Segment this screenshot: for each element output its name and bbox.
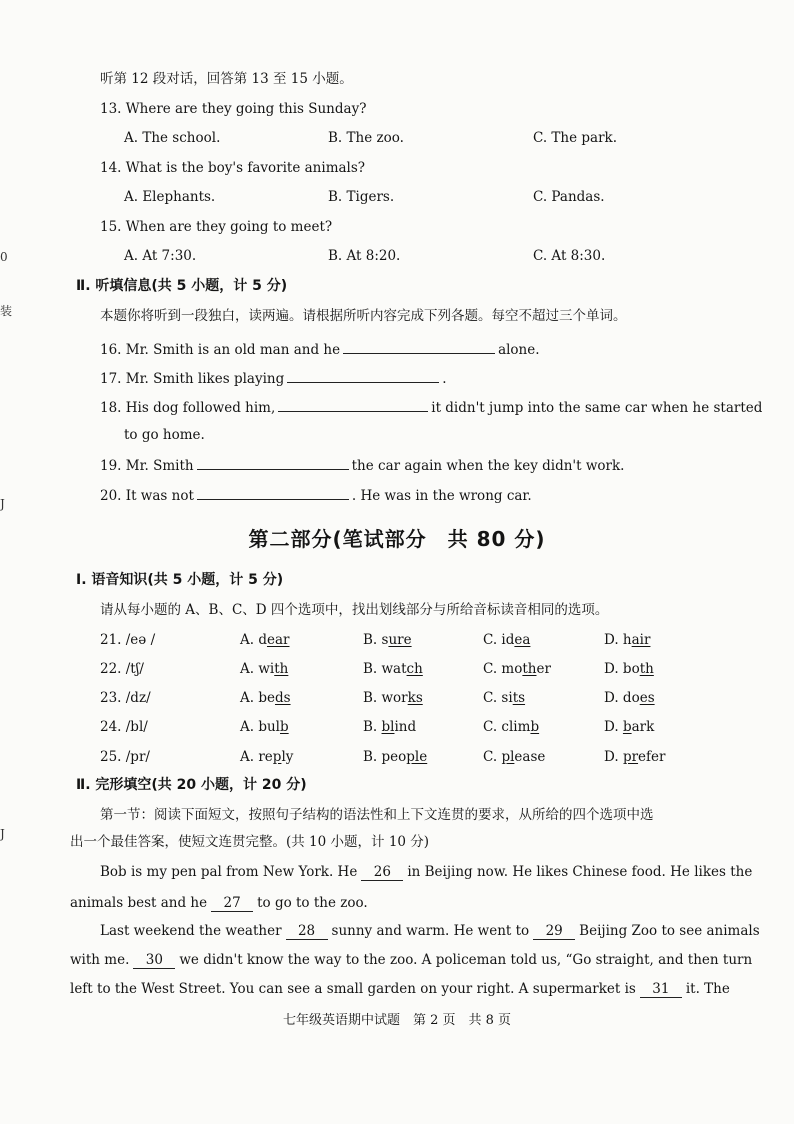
underlined-part: ds <box>274 690 291 706</box>
option-text: ease <box>514 749 546 765</box>
question-20-tail: . He was in the wrong car. <box>351 488 532 504</box>
underlined-part: ts <box>512 690 526 706</box>
phonetics-option-b[interactable] <box>363 631 412 649</box>
option-14-a: A. Elephants. <box>124 189 216 205</box>
cloze-line-5 <box>70 980 730 998</box>
underlined-part: bl <box>381 719 395 735</box>
option-text: er <box>536 661 551 677</box>
question-17-text: 17. Mr. Smith likes playing <box>100 371 285 387</box>
cloze-text: we didn't know the way to the zoo. A policeman told us, “Go straight, and then turn <box>179 952 753 968</box>
underlined-part: ple <box>406 749 428 765</box>
option-13-a: A. The school. <box>124 130 221 146</box>
cloze-blank-28[interactable]: 28 <box>286 923 328 940</box>
phonetics-option-c[interactable] <box>483 689 525 707</box>
underlined-part: b <box>280 719 289 735</box>
option-text: C. id <box>483 632 515 648</box>
option-text: D. <box>604 719 623 735</box>
phonetic-symbol: 23. /dz/ <box>100 690 151 706</box>
section-heading-cloze: Ⅱ. 完形填空(共 20 小题，计 20 分) <box>76 777 307 793</box>
option-text: ly <box>281 749 294 765</box>
underlined-part: ea <box>514 632 531 648</box>
underlined-part: ks <box>407 690 423 706</box>
cloze-blank-29[interactable]: 29 <box>533 923 575 940</box>
question-18-continued: to go home. <box>124 427 205 443</box>
underlined-part: p <box>272 749 282 765</box>
cloze-instruction-1: 第一节：阅读下面短文，按照句子结构的语法性和上下文连贯的要求，从所给的四个选项中选 <box>100 807 654 823</box>
option-text: B. <box>363 719 382 735</box>
underlined-part: th <box>639 661 654 677</box>
underlined-part: pr <box>622 749 639 765</box>
phonetics-option-d[interactable] <box>604 631 650 649</box>
phonetics-option-c[interactable] <box>483 748 545 766</box>
phonetics-option-d[interactable] <box>604 660 654 678</box>
question-16-tail: alone. <box>498 342 540 358</box>
underlined-part: ure <box>388 632 412 648</box>
cloze-blank-31[interactable]: 31 <box>640 981 682 998</box>
margin-mark: J <box>0 497 5 511</box>
option-text: A. d <box>240 632 267 648</box>
option-text: C. si <box>483 690 513 706</box>
phonetics-option-a[interactable] <box>240 718 289 736</box>
option-text: C. clim <box>483 719 531 735</box>
option-text: D. h <box>604 632 632 648</box>
section-heading-phonetics: Ⅰ. 语音知识(共 5 小题，计 5 分) <box>76 572 284 588</box>
option-text: D. do <box>604 690 640 706</box>
option-text: B. s <box>363 632 389 648</box>
cloze-text: Bob is my pen pal from New York. He <box>100 864 358 880</box>
question-16 <box>100 339 540 359</box>
option-text: efer <box>638 749 666 765</box>
cloze-text: with me. <box>70 952 130 968</box>
underlined-part: th <box>522 661 537 677</box>
answer-blank-18[interactable] <box>278 397 428 412</box>
cloze-text: sunny and warm. He went to <box>331 923 530 939</box>
cloze-blank-30[interactable]: 30 <box>133 952 175 969</box>
option-14-c: C. Pandas. <box>533 189 605 205</box>
question-15: 15. When are they going to meet? <box>100 219 333 235</box>
cloze-line-2 <box>70 894 368 912</box>
part-two-title: 第二部分(笔试部分 共 80 分) <box>248 527 546 551</box>
cloze-line-4 <box>70 951 752 969</box>
fill-instruction: 本题你将听到一段独白，读两遍。请根据所听内容完成下列各题。每空不超过三个单词。 <box>100 308 627 324</box>
cloze-text: left to the West Street. You can see a small garden on your right. A supermarket is <box>70 981 636 997</box>
phonetic-symbol: 24. /bl/ <box>100 719 148 735</box>
answer-blank-17[interactable] <box>287 368 439 383</box>
option-15-a: A. At 7:30. <box>124 248 197 264</box>
underlined-part: pl <box>501 749 515 765</box>
phonetics-option-a[interactable] <box>240 689 291 707</box>
answer-blank-20[interactable] <box>197 485 349 500</box>
phonetics-option-c[interactable] <box>483 631 530 649</box>
option-text: ind <box>394 719 417 735</box>
phonetics-option-c[interactable] <box>483 718 539 736</box>
phonetic-symbol: 21. /eə / <box>100 632 156 648</box>
question-20-text: 20. It was not <box>100 488 194 504</box>
option-text: A. re <box>240 749 273 765</box>
option-text: C. mo <box>483 661 523 677</box>
phonetics-option-d[interactable] <box>604 748 665 766</box>
phonetics-instruction: 请从每小题的 A、B、C、D 四个选项中，找出划线部分与所给音标读音相同的选项。 <box>100 602 609 618</box>
question-14: 14. What is the boy's favorite animals? <box>100 160 366 176</box>
question-16-text: 16. Mr. Smith is an old man and he <box>100 342 341 358</box>
question-13: 13. Where are they going this Sunday? <box>100 101 367 117</box>
cloze-text: animals best and he <box>70 895 208 911</box>
question-18 <box>100 397 762 417</box>
cloze-text: it. The <box>685 981 730 997</box>
cloze-line-3 <box>100 922 760 940</box>
underlined-part: air <box>631 632 651 648</box>
question-19 <box>100 455 624 475</box>
underlined-part: b <box>530 719 540 735</box>
option-text: C. <box>483 749 502 765</box>
cloze-text: Last weekend the weather <box>100 923 282 939</box>
margin-mark: 装 <box>0 304 13 318</box>
underlined-part: ch <box>406 661 423 677</box>
cloze-text: Beijing Zoo to see animals <box>579 923 760 939</box>
question-18-tail: it didn't jump into the same car when he started <box>431 400 763 416</box>
answer-blank-16[interactable] <box>343 339 495 354</box>
phonetics-option-a[interactable] <box>240 660 288 678</box>
option-15-b: B. At 8:20. <box>328 248 401 264</box>
phonetics-option-c[interactable] <box>483 660 551 678</box>
phonetics-option-a[interactable] <box>240 631 289 649</box>
underlined-part: es <box>639 690 655 706</box>
cloze-text: in Beijing now. He likes Chinese food. He likes the <box>407 864 753 880</box>
question-17 <box>100 368 447 388</box>
question-20 <box>100 485 532 505</box>
answer-blank-19[interactable] <box>197 455 349 470</box>
option-text: A. bul <box>240 719 280 735</box>
question-17-tail: . <box>442 371 447 387</box>
section-heading-fill: Ⅱ. 听填信息(共 5 小题，计 5 分) <box>76 278 288 294</box>
cloze-blank-26[interactable]: 26 <box>361 864 403 881</box>
phonetics-option-b[interactable] <box>363 689 423 707</box>
option-text: D. <box>604 749 623 765</box>
option-text: B. wat <box>363 661 407 677</box>
question-19-tail: the car again when the key didn't work. <box>351 458 625 474</box>
phonetic-symbol: 25. /pr/ <box>100 749 150 765</box>
phonetics-option-b[interactable] <box>363 748 427 766</box>
underlined-part: th <box>274 661 289 677</box>
cloze-blank-27[interactable]: 27 <box>211 895 253 912</box>
option-13-c: C. The park. <box>533 130 618 146</box>
option-text: B. wor <box>363 690 408 706</box>
option-13-b: B. The zoo. <box>328 130 404 146</box>
option-15-c: C. At 8:30. <box>533 248 606 264</box>
margin-mark: J <box>0 827 5 841</box>
question-18-text: 18. His dog followed him, <box>100 400 276 416</box>
option-text: B. peo <box>363 749 407 765</box>
margin-mark: 0 <box>0 250 8 264</box>
underlined-part: ear <box>266 632 290 648</box>
phonetic-symbol: 22. /tʃ/ <box>100 661 144 677</box>
option-text: A. be <box>240 690 275 706</box>
option-text: ark <box>631 719 655 735</box>
cloze-line-1 <box>100 863 752 881</box>
underlined-part: b <box>622 719 632 735</box>
cloze-instruction-2: 出一个最佳答案，使短文连贯完整。(共 10 小题，计 10 分) <box>70 834 430 850</box>
option-text: D. bo <box>604 661 640 677</box>
question-19-text: 19. Mr. Smith <box>100 458 194 474</box>
phonetics-option-b[interactable] <box>363 718 416 736</box>
cloze-text: to go to the zoo. <box>257 895 368 911</box>
listening-intro: 听第 12 段对话，回答第 13 至 15 小题。 <box>100 71 353 87</box>
option-14-b: B. Tigers. <box>328 189 395 205</box>
option-text: A. wi <box>240 661 275 677</box>
phonetics-option-d[interactable] <box>604 689 655 707</box>
phonetics-option-b[interactable] <box>363 660 423 678</box>
phonetics-option-d[interactable] <box>604 718 654 736</box>
phonetics-option-a[interactable] <box>240 748 293 766</box>
page-footer: 七年级英语期中试题 第 2 页 共 8 页 <box>282 1013 512 1028</box>
